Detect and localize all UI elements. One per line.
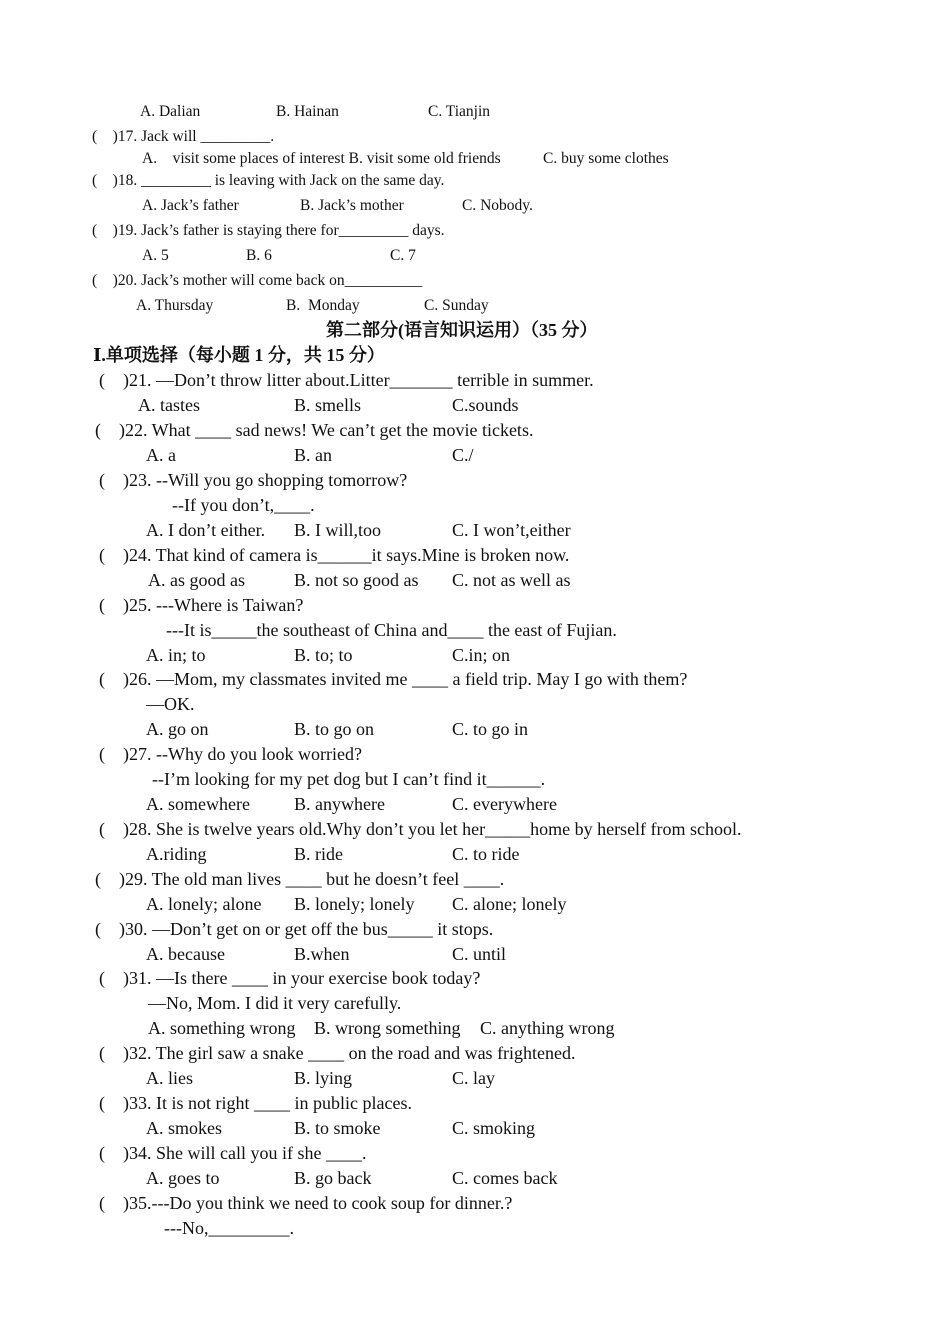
q25-option-b: B. to; to [294,645,353,665]
q16-option-b: B. Hainan [276,103,339,120]
q28-stem: ( )28. She is twelve years old.Why don’t you let her_____home by herself from school. [99,819,742,839]
q32-stem: ( )32. The girl saw a snake ____ on the road and was frightened. [99,1043,576,1063]
q33-stem: ( )33. It is not right ____ in public places. [99,1093,412,1113]
q16-option-c: C. Tianjin [428,103,491,120]
q27-option-a: A. somewhere [146,794,250,814]
q29-option-b: B. lonely; lonely [294,894,415,914]
q23-option-b: B. I will,too [294,520,382,540]
q19-option-a: A. 5 [142,247,169,264]
q25-response: ---It is_____the southeast of China and____ the east of Fujian. [166,620,617,640]
q34-stem: ( )34. She will call you if she ____. [99,1143,367,1163]
q20-stem: ( )20. Jack’s mother will come back on__________ [92,272,423,289]
q31-stem: ( )31. —Is there ____ in your exercise book today? [99,968,481,988]
q27-response: --I’m looking for my pet dog but I can’t find it______. [152,769,546,789]
q26-stem: ( )26. —Mom, my classmates invited me ____ a field trip. May I go with them? [99,669,688,689]
q35-stem: ( )35.---Do you think we need to cook soup for dinner.? [99,1193,513,1213]
q23-option-a: A. I don’t either. [146,520,266,540]
q22-option-c: C./ [452,445,474,465]
q34-option-b: B. go back [294,1168,372,1188]
q33-option-a: A. smokes [146,1118,222,1138]
q20-option-a: A. Thursday [136,297,214,314]
q30-option-b: B.when [294,944,350,964]
q24-option-a: A. as good as [148,570,245,590]
q26-option-c: C. to go in [452,719,529,739]
q24-stem: ( )24. That kind of camera is______it says.Mine is broken now. [99,545,570,565]
q31-response: —No, Mom. I did it very carefully. [148,993,402,1013]
q20-option-b: B. Monday [286,297,360,314]
q22-option-b: B. an [294,445,332,465]
q29-option-c: C. alone; lonely [452,894,567,914]
q23-option-c: C. I won’t,either [452,520,571,540]
q23-response: --If you don’t,____. [172,495,315,515]
q27-stem: ( )27. --Why do you look worried? [99,744,362,764]
q30-stem: ( )30. —Don’t get on or get off the bus_____ it stops. [95,919,494,939]
q18-option-b: B. Jack’s mother [300,197,404,214]
q22-option-a: A. a [146,445,176,465]
q26-response: —OK. [146,694,195,714]
q17-stem: ( )17. Jack will _________. [92,128,275,145]
q33-option-b: B. to smoke [294,1118,381,1138]
q32-option-b: B. lying [294,1068,353,1088]
q22-stem: ( )22. What ____ sad news! We can’t get the movie tickets. [95,420,534,440]
q21-option-b: B. smells [294,395,362,415]
q26-option-a: A. go on [146,719,209,739]
q35-response: ---No,_________. [164,1218,294,1238]
q16-option-a: A. Dalian [140,103,201,120]
q31-option-a: A. something wrong [148,1018,296,1038]
q30-option-c: C. until [452,944,507,964]
q28-option-a: A.riding [146,844,207,864]
q20-option-c: C. Sunday [424,297,489,314]
q31-option-b: B. wrong something [314,1018,461,1038]
q18-option-c: C. Nobody. [462,197,533,214]
q21-option-c: C.sounds [452,395,519,415]
q23-stem: ( )23. --Will you go shopping tomorrow? [99,470,408,490]
q30-option-a: A. because [146,944,225,964]
q19-option-c: C. 7 [390,247,416,264]
q25-option-a: A. in; to [146,645,206,665]
q27-option-c: C. everywhere [452,794,557,814]
q19-stem: ( )19. Jack’s father is staying there for_________ days. [92,222,445,239]
q28-option-b: B. ride [294,844,343,864]
q17-option-ab: A. visit some places of interest B. visit some old friends [142,150,501,167]
q29-stem: ( )29. The old man lives ____ but he doesn’t feel ____. [95,869,505,889]
q19-option-b: B. 6 [246,247,272,264]
section-title: Ⅰ.单项选择（每小题 1 分，共 15 分） [93,345,385,365]
q18-stem: ( )18. _________ is leaving with Jack on the same day. [92,172,445,189]
q24-option-c: C. not as well as [452,570,571,590]
part2-title: 第二部分(语言知识运用）（35 分） [326,320,598,340]
q24-option-b: B. not so good as [294,570,419,590]
q17-option-c: C. buy some clothes [543,150,669,167]
q21-option-a: A. tastes [138,395,200,415]
q27-option-b: B. anywhere [294,794,385,814]
q18-option-a: A. Jack’s father [142,197,239,214]
q28-option-c: C. to ride [452,844,520,864]
q25-option-c: C.in; on [452,645,511,665]
q33-option-c: C. smoking [452,1118,536,1138]
q26-option-b: B. to go on [294,719,375,739]
q34-option-a: A. goes to [146,1168,220,1188]
q25-stem: ( )25. ---Where is Taiwan? [99,595,304,615]
q31-option-c: C. anything wrong [480,1018,615,1038]
q21-stem: ( )21. —Don’t throw litter about.Litter_______ terrible in summer. [99,370,594,390]
q32-option-c: C. lay [452,1068,495,1088]
q29-option-a: A. lonely; alone [146,894,262,914]
q32-option-a: A. lies [146,1068,193,1088]
q34-option-c: C. comes back [452,1168,558,1188]
